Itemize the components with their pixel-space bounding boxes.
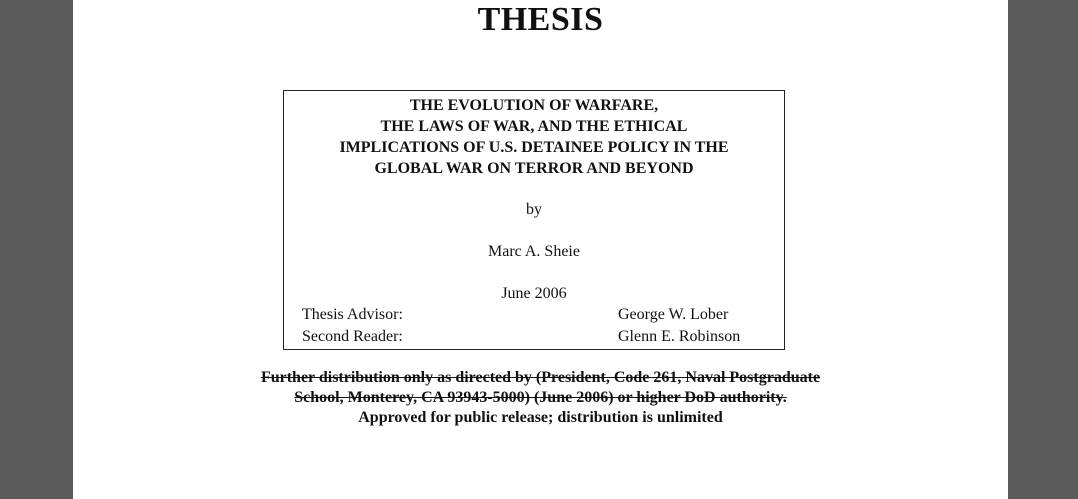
distribution-statement — [73, 368, 1008, 428]
author-name: Marc A. Sheie — [488, 243, 580, 260]
thesis-date: June 2006 — [501, 285, 567, 302]
thesis-title — [284, 95, 784, 179]
thesis-advisor-name: George W. Lober — [618, 306, 729, 323]
approved-release-line: Approved for public release; distribution is unlimited — [358, 409, 723, 426]
second-reader-label: Second Reader: — [302, 328, 403, 345]
thesis-advisor-label: Thesis Advisor: — [302, 306, 403, 323]
document-page — [73, 0, 1008, 499]
struck-distribution-line: School, Monterey, CA 93943-5000) (June 2006) or higher DoD authority. — [294, 389, 787, 406]
title-line: GLOBAL WAR ON TERROR AND BEYOND — [374, 160, 694, 177]
title-line: THE LAWS OF WAR, AND THE ETHICAL — [380, 118, 688, 135]
by-label: by — [526, 201, 542, 218]
title-line: IMPLICATIONS OF U.S. DETAINEE POLICY IN THE — [339, 139, 729, 156]
second-reader-name: Glenn E. Robinson — [618, 328, 741, 345]
title-box — [283, 90, 785, 350]
struck-distribution-line: Further distribution only as directed by (President, Code 261, Naval Postgraduate — [260, 369, 821, 386]
thesis-heading: THESIS — [477, 1, 604, 38]
title-line: THE EVOLUTION OF WARFARE, — [409, 97, 659, 114]
